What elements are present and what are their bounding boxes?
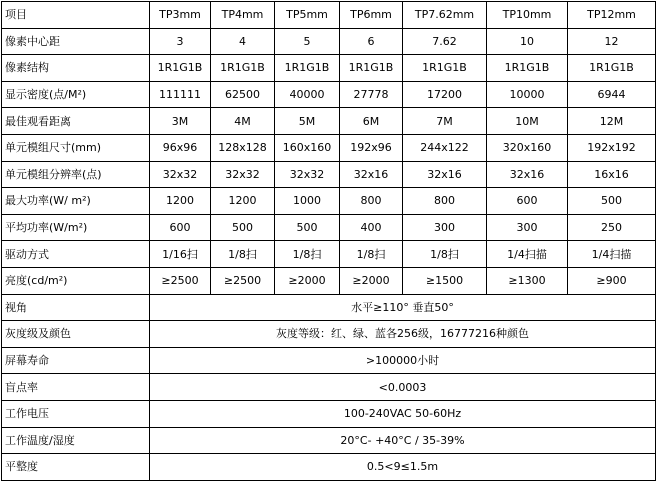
spec-value-cell: 300: [487, 214, 568, 241]
spec-value-cell: 111111: [150, 81, 211, 108]
spec-row: [2, 55, 656, 82]
spec-row-label: 平均功率(W/m²): [2, 214, 150, 241]
spec-value-cell: 1200: [150, 188, 211, 215]
header-row: [2, 2, 656, 29]
spec-merged-row: [2, 294, 656, 321]
spec-value-cell: 32x16: [340, 161, 403, 188]
spec-value-cell: 6: [340, 28, 403, 55]
spec-value-cell: 40000: [275, 81, 340, 108]
spec-value-cell: 6M: [340, 108, 403, 135]
spec-row: [2, 241, 656, 268]
spec-merged-value-cell: 水平≥110° 垂直50°: [150, 294, 656, 321]
spec-value-cell: 800: [340, 188, 403, 215]
spec-value-cell: 32x16: [403, 161, 487, 188]
spec-value-cell: ≥1500: [403, 267, 487, 294]
spec-value-cell: 32x32: [211, 161, 275, 188]
spec-value-cell: 800: [403, 188, 487, 215]
spec-value-cell: ≥2000: [340, 267, 403, 294]
spec-row: [2, 161, 656, 188]
spec-value-cell: 12: [568, 28, 656, 55]
spec-value-cell: ≥1300: [487, 267, 568, 294]
spec-value-cell: 32x16: [487, 161, 568, 188]
spec-value-cell: 500: [275, 214, 340, 241]
spec-value-cell: ≥900: [568, 267, 656, 294]
spec-value-cell: ≥2500: [150, 267, 211, 294]
header-model-cell: TP12mm: [568, 2, 656, 29]
spec-merged-value-cell: 灰度等级：红、绿、蓝各256级，16777216种颜色: [150, 321, 656, 348]
spec-value-cell: 1R1G1B: [487, 55, 568, 82]
spec-value-cell: 1/8扫: [340, 241, 403, 268]
spec-value-cell: 16x16: [568, 161, 656, 188]
spec-value-cell: 244x122: [403, 134, 487, 161]
spec-row: [2, 134, 656, 161]
spec-row-label: 视角: [2, 294, 150, 321]
spec-merged-row: [2, 321, 656, 348]
spec-value-cell: 300: [403, 214, 487, 241]
spec-value-cell: 192x96: [340, 134, 403, 161]
spec-value-cell: 128x128: [211, 134, 275, 161]
spec-value-cell: 600: [150, 214, 211, 241]
spec-merged-value-cell: <0.0003: [150, 374, 656, 401]
spec-value-cell: 5M: [275, 108, 340, 135]
spec-row-label: 最大功率(W/ m²): [2, 188, 150, 215]
spec-value-cell: 1R1G1B: [340, 55, 403, 82]
spec-value-cell: ≥2000: [275, 267, 340, 294]
spec-value-cell: 1/4扫描: [568, 241, 656, 268]
spec-row-label: 平整度: [2, 454, 150, 481]
spec-value-cell: 7M: [403, 108, 487, 135]
spec-value-cell: 32x32: [150, 161, 211, 188]
spec-row-label: 工作温度/湿度: [2, 427, 150, 454]
spec-merged-row: [2, 374, 656, 401]
spec-value-cell: 4: [211, 28, 275, 55]
spec-row-label: 像素中心距: [2, 28, 150, 55]
spec-value-cell: 32x32: [275, 161, 340, 188]
spec-row-label: 显示密度(点/M²): [2, 81, 150, 108]
spec-value-cell: 1200: [211, 188, 275, 215]
spec-value-cell: 3: [150, 28, 211, 55]
spec-value-cell: 6944: [568, 81, 656, 108]
spec-row: [2, 214, 656, 241]
spec-row: [2, 108, 656, 135]
spec-value-cell: ≥2500: [211, 267, 275, 294]
spec-value-cell: 1/8扫: [403, 241, 487, 268]
spec-row-label: 最佳观看距离: [2, 108, 150, 135]
header-model-cell: TP3mm: [150, 2, 211, 29]
spec-value-cell: 1R1G1B: [150, 55, 211, 82]
spec-value-cell: 7.62: [403, 28, 487, 55]
spec-table-body: [2, 2, 656, 481]
spec-table: [1, 1, 656, 481]
spec-row-label: 盲点率: [2, 374, 150, 401]
header-model-cell: TP10mm: [487, 2, 568, 29]
spec-row-label: 单元模组分辨率(点): [2, 161, 150, 188]
spec-row-label: 驱动方式: [2, 241, 150, 268]
spec-value-cell: 3M: [150, 108, 211, 135]
spec-value-cell: 400: [340, 214, 403, 241]
spec-value-cell: 10M: [487, 108, 568, 135]
spec-merged-row: [2, 400, 656, 427]
spec-row-label: 亮度(cd/m²): [2, 267, 150, 294]
spec-row: [2, 267, 656, 294]
spec-value-cell: 27778: [340, 81, 403, 108]
spec-merged-value-cell: 100-240VAC 50-60Hz: [150, 400, 656, 427]
spec-value-cell: 1/8扫: [211, 241, 275, 268]
header-model-cell: TP5mm: [275, 2, 340, 29]
spec-value-cell: 1R1G1B: [403, 55, 487, 82]
spec-merged-value-cell: 20°C- +40°C / 35-39%: [150, 427, 656, 454]
spec-value-cell: 1/16扫: [150, 241, 211, 268]
spec-merged-row: [2, 454, 656, 481]
spec-value-cell: 500: [568, 188, 656, 215]
spec-value-cell: 160x160: [275, 134, 340, 161]
spec-value-cell: 192x192: [568, 134, 656, 161]
spec-value-cell: 62500: [211, 81, 275, 108]
spec-value-cell: 5: [275, 28, 340, 55]
spec-value-cell: 1R1G1B: [568, 55, 656, 82]
spec-row-label: 灰度级及颜色: [2, 321, 150, 348]
spec-value-cell: 600: [487, 188, 568, 215]
spec-value-cell: 250: [568, 214, 656, 241]
spec-value-cell: 10: [487, 28, 568, 55]
spec-value-cell: 1/4扫描: [487, 241, 568, 268]
spec-row-label: 工作电压: [2, 400, 150, 427]
spec-row: [2, 81, 656, 108]
spec-value-cell: 12M: [568, 108, 656, 135]
spec-merged-row: [2, 427, 656, 454]
header-model-cell: TP4mm: [211, 2, 275, 29]
spec-merged-value-cell: 0.5<9≤1.5m: [150, 454, 656, 481]
spec-row-label: 屏幕寿命: [2, 347, 150, 374]
spec-value-cell: 96x96: [150, 134, 211, 161]
spec-row: [2, 188, 656, 215]
spec-row-label: 单元模组尺寸(mm): [2, 134, 150, 161]
spec-row-label: 像素结构: [2, 55, 150, 82]
spec-value-cell: 1R1G1B: [211, 55, 275, 82]
header-model-cell: TP6mm: [340, 2, 403, 29]
spec-value-cell: 1000: [275, 188, 340, 215]
spec-value-cell: 1R1G1B: [275, 55, 340, 82]
spec-merged-value-cell: >100000小时: [150, 347, 656, 374]
header-label-cell: 项目: [2, 2, 150, 29]
spec-row: [2, 28, 656, 55]
spec-value-cell: 1/8扫: [275, 241, 340, 268]
spec-merged-row: [2, 347, 656, 374]
spec-value-cell: 320x160: [487, 134, 568, 161]
spec-value-cell: 4M: [211, 108, 275, 135]
spec-value-cell: 10000: [487, 81, 568, 108]
spec-value-cell: 17200: [403, 81, 487, 108]
header-model-cell: TP7.62mm: [403, 2, 487, 29]
spec-value-cell: 500: [211, 214, 275, 241]
